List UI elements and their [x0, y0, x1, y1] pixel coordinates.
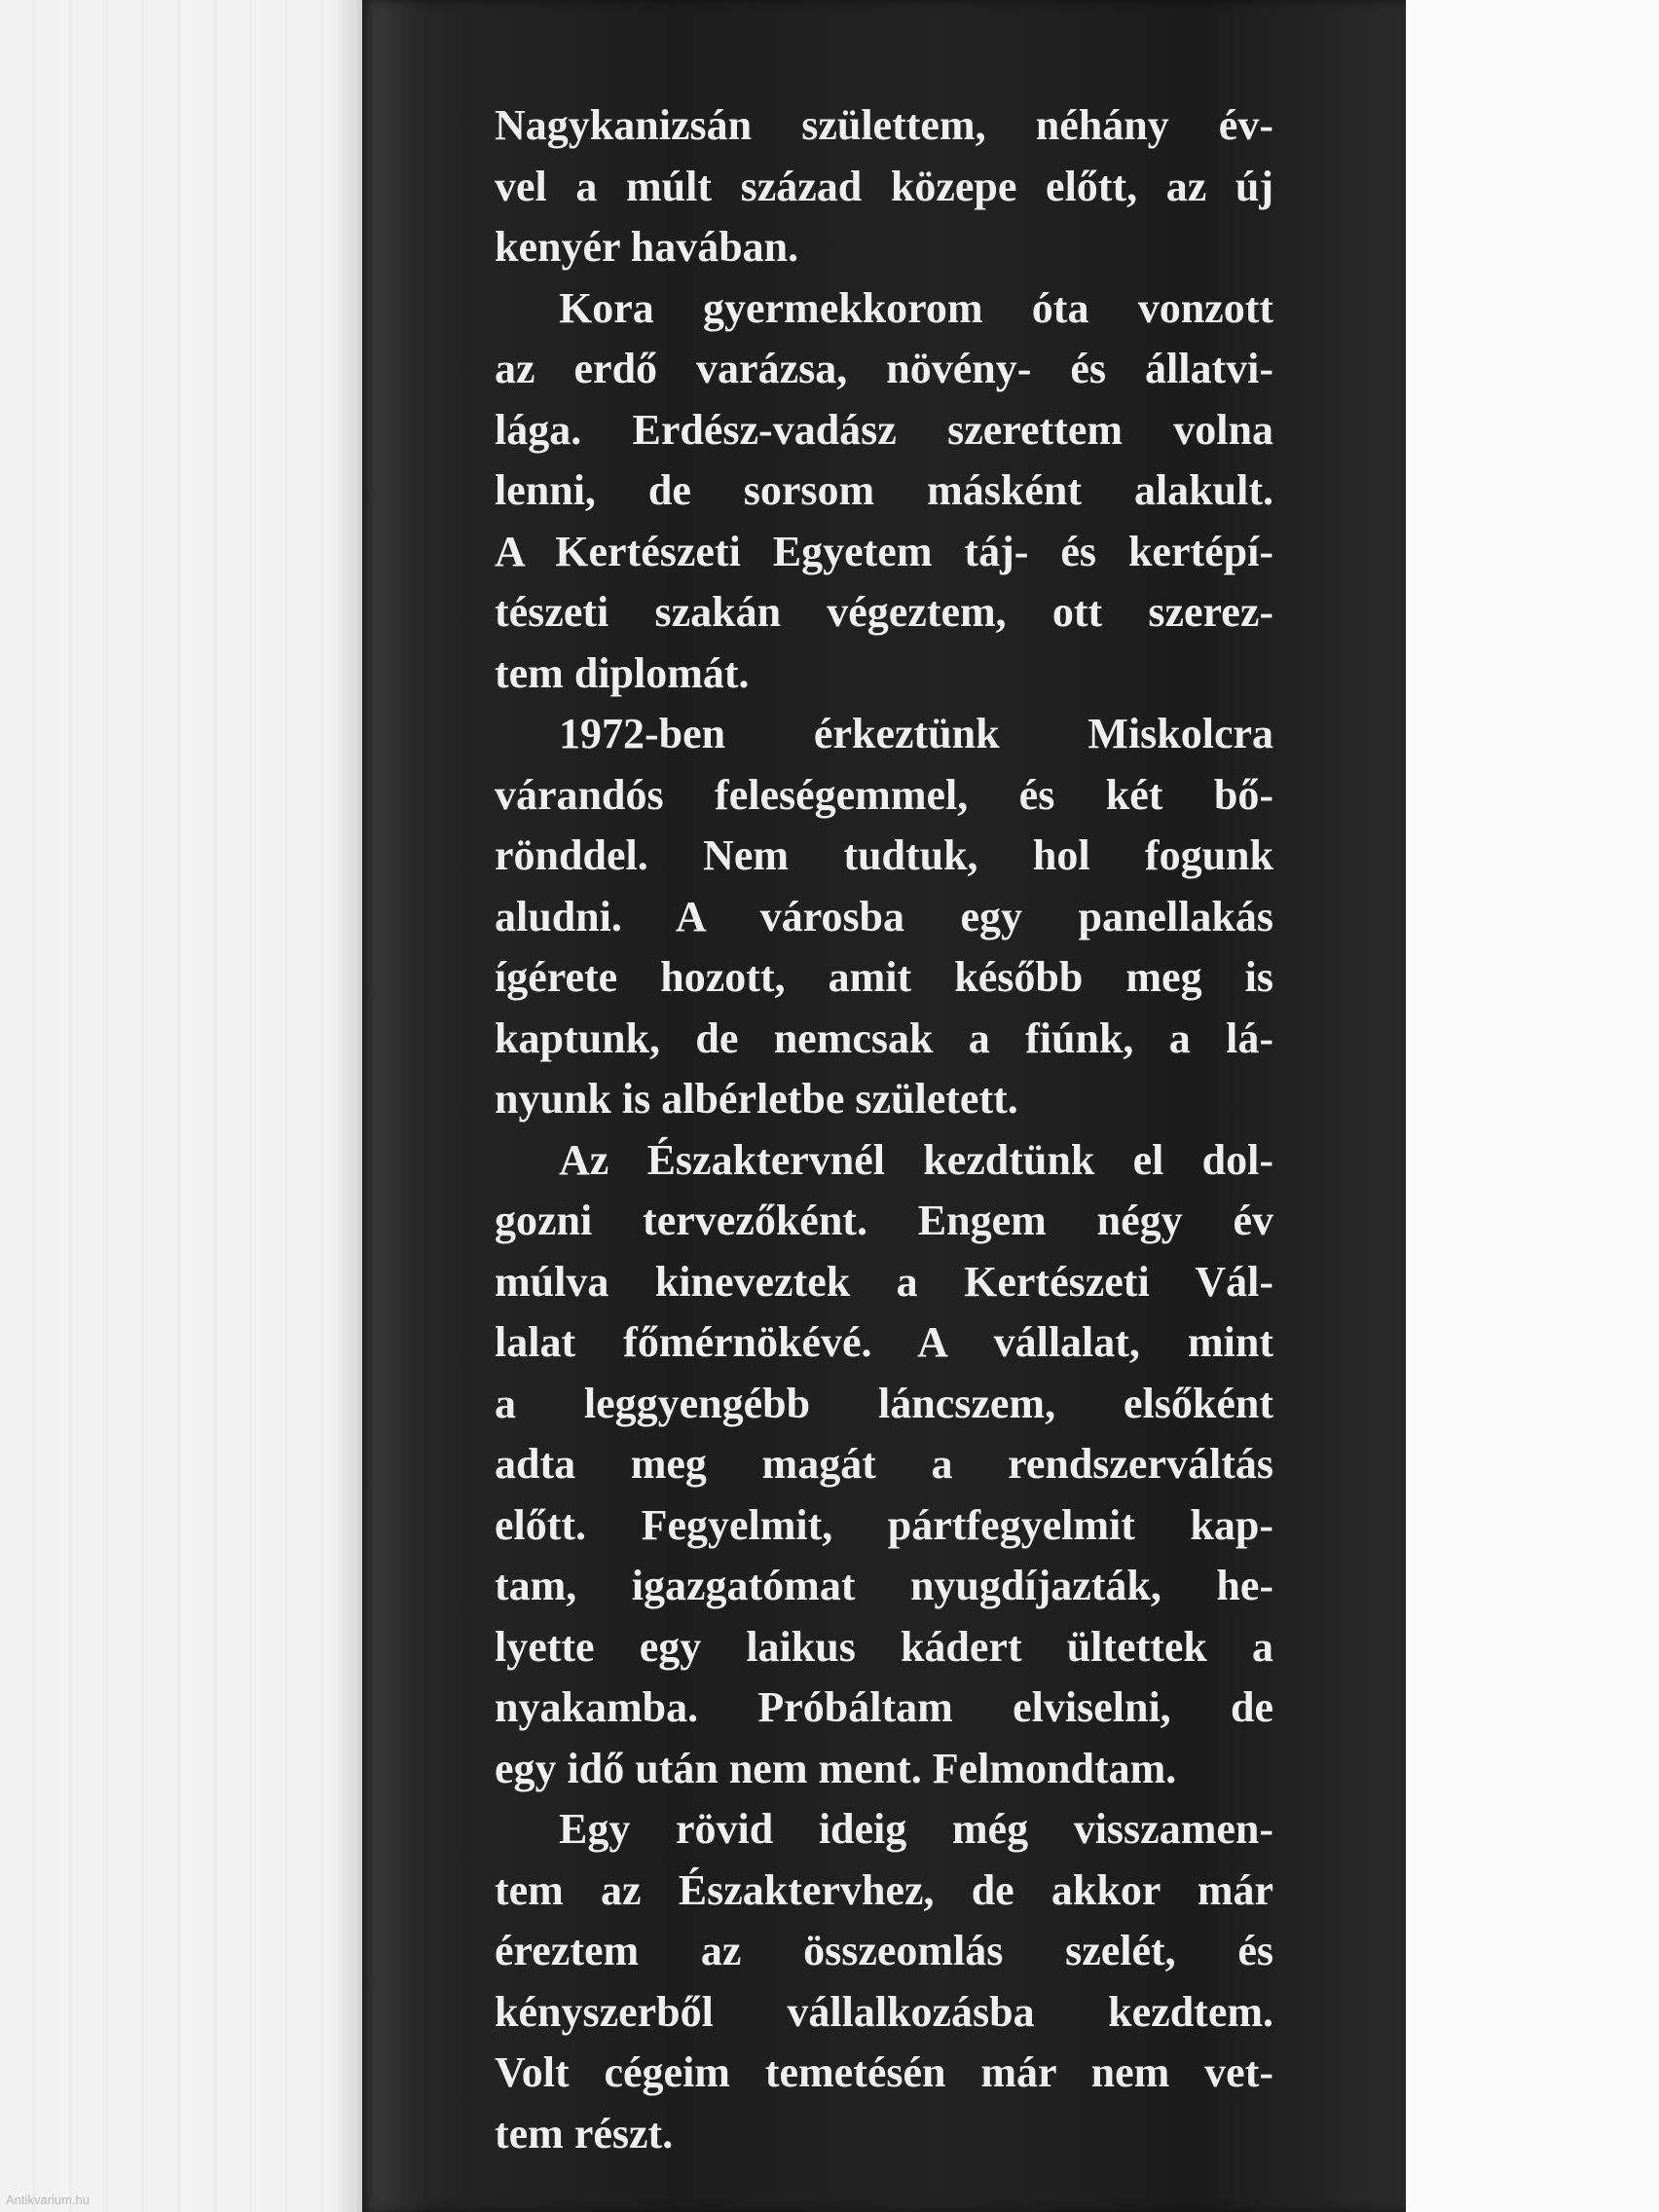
- text-line: tem részt.: [495, 2109, 674, 2157]
- text-line: kényszerből vállalkozásba kezdtem.: [495, 1987, 1273, 2036]
- text-line: aludni. A városba egy panellakás: [495, 892, 1273, 940]
- watermark: Antikvarium.hu: [6, 2193, 90, 2207]
- text-line: tészeti szakán végeztem, ott szerez-: [495, 588, 1273, 636]
- left-page: [0, 0, 362, 2212]
- gutter-shadow: [331, 0, 362, 2212]
- text-line: kaptunk, de nemcsak a fiúnk, a lá-: [495, 1014, 1273, 1062]
- text-line: Volt cégeim temetésén már nem vet-: [495, 2048, 1273, 2096]
- text-line: nyunk is albérletbe született.: [495, 1075, 1018, 1123]
- right-background: [1406, 0, 1659, 2212]
- text-line: tem diplomát.: [495, 648, 750, 697]
- text-line: az erdő varázsa, növény- és állatvi-: [495, 345, 1273, 392]
- text-line: Az Északtervnél kezdtünk el dol-: [559, 1135, 1273, 1184]
- text-line: Egy rövid ideig még visszamen-: [559, 1805, 1273, 1853]
- text-line: előtt. Fegyelmit, pártfegyelmit kap-: [495, 1500, 1273, 1549]
- text-line: tem az Északtervhez, de akkor már: [495, 1865, 1273, 1914]
- text-line: lalat főmérnökévé. A vállalat, mint: [495, 1318, 1273, 1366]
- text-line: egy idő után nem ment. Felmondtam.: [495, 1744, 1177, 1792]
- text-line: vel a múlt század közepe előtt, az új: [495, 162, 1273, 210]
- text-line: gozni tervezőként. Engem négy év: [495, 1197, 1273, 1244]
- text-line: Nagykanizsán születtem, néhány év-: [495, 101, 1273, 149]
- text-line: a leggyengébb láncszem, elsőként: [495, 1379, 1273, 1427]
- biography-text: [495, 95, 1273, 2164]
- text-line: éreztem az összeomlás szelét, és: [495, 1927, 1273, 1974]
- text-line: nyakamba. Próbáltam elviselni, de: [495, 1683, 1273, 1731]
- text-line: ígérete hozott, amit később meg is: [495, 953, 1273, 1001]
- text-line: lyette egy laikus kádert ültettek a: [495, 1622, 1273, 1671]
- text-line: 1972-ben érkeztünk Miskolcra: [559, 710, 1273, 757]
- text-line: várandós feleségemmel, és két bő-: [495, 770, 1273, 819]
- text-line: A Kertészeti Egyetem táj- és kertépí-: [495, 527, 1273, 575]
- text-line: lenni, de sorsom másként alakult.: [495, 466, 1273, 514]
- text-line: lága. Erdész-vadász szerettem volna: [495, 405, 1273, 454]
- text-line: Kora gyermekkorom óta vonzott: [559, 283, 1273, 332]
- text-line: adta meg magát a rendszerváltás: [495, 1440, 1273, 1488]
- text-line: rönddel. Nem tudtuk, hol fogunk: [495, 831, 1273, 879]
- text-line: tam, igazgatómat nyugdíjazták, he-: [495, 1562, 1273, 1609]
- text-line: múlva kineveztek a Kertészeti Vál-: [495, 1257, 1273, 1306]
- text-line: kenyér havában.: [495, 223, 799, 271]
